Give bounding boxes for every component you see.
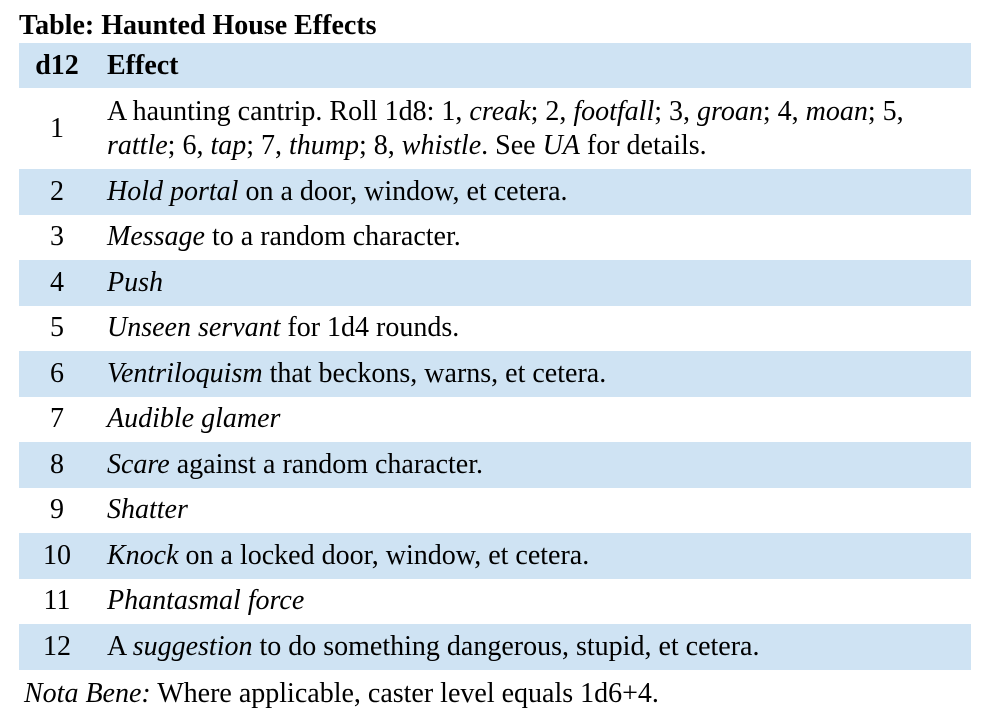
effect-text: against a random character. (169, 448, 484, 480)
table-header-row (19, 43, 971, 88)
effect-spell-name: Message (107, 221, 205, 253)
effect-spell-name: UA (542, 129, 580, 161)
footnote-label: Nota Bene: (24, 678, 151, 709)
effect-spell-name: Audible glamer (107, 403, 281, 435)
table-row (19, 169, 971, 215)
effect-text: ; 3, (654, 95, 698, 127)
effect-text: that beckons, warns, et cetera. (262, 357, 607, 389)
roll-cell: 1 (50, 112, 64, 144)
effects-table (19, 43, 971, 670)
effect-text: ; 5, (867, 95, 904, 127)
effect-text: ; 6, (167, 129, 211, 161)
roll-cell: 4 (50, 266, 64, 298)
effect-text: for 1d4 rounds. (280, 312, 460, 344)
effect-spell-name: Knock (107, 539, 179, 571)
effect-spell-name: footfall (573, 95, 655, 127)
effect-text: for details. (579, 129, 707, 161)
effect-text: ; 8, (359, 129, 402, 161)
effect-cell (95, 351, 971, 397)
table-row (19, 397, 971, 443)
effect-cell (95, 306, 971, 352)
table-row (19, 579, 971, 625)
table-row (19, 488, 971, 534)
effect-spell-name: rattle (107, 129, 168, 161)
roll-cell: 12 (43, 630, 71, 662)
roll-cell: 9 (50, 494, 64, 526)
effect-spell-name: groan (697, 95, 763, 127)
effect-spell-name: Push (107, 266, 163, 298)
effect-cell (95, 624, 971, 670)
footnote-text: Where applicable, caster level equals 1d6+4. (150, 678, 659, 709)
table-row (19, 260, 971, 306)
effect-spell-name: moan (805, 95, 868, 127)
effect-cell (95, 215, 971, 261)
effect-text: A (107, 630, 133, 662)
table-row (19, 306, 971, 352)
effect-text: A haunting cantrip. Roll 1d8: 1, (107, 95, 470, 127)
effect-spell-name: tap (210, 129, 247, 161)
effect-cell (95, 488, 971, 534)
effect-spell-name: creak (469, 95, 531, 127)
effect-spell-name: whistle (401, 129, 482, 161)
effect-text: to a random character. (204, 221, 461, 253)
table-row (19, 215, 971, 261)
roll-cell: 8 (50, 448, 64, 480)
table-title: Table: Haunted House Effects (19, 10, 377, 41)
effect-cell (95, 260, 971, 306)
roll-cell: 5 (50, 312, 64, 344)
effect-spell-name: Ventriloquism (107, 357, 263, 389)
table-row (19, 442, 971, 488)
header-die: d12 (35, 49, 79, 81)
effect-spell-name: Phantasmal force (107, 585, 305, 617)
roll-cell: 10 (43, 539, 71, 571)
roll-cell: 2 (50, 175, 64, 207)
effect-text: on a locked door, window, et cetera. (178, 539, 590, 571)
effect-text: ; 7, (246, 129, 290, 161)
table-body (19, 88, 971, 670)
table-row (19, 351, 971, 397)
table-row (19, 88, 971, 169)
effect-cell (95, 533, 971, 579)
roll-cell: 6 (50, 357, 64, 389)
effect-text: on a door, window, et cetera. (238, 175, 568, 207)
effect-text: . See (481, 129, 543, 161)
effect-cell (95, 397, 971, 443)
effect-cell (95, 442, 971, 488)
effect-cell (95, 579, 971, 625)
effect-spell-name: thump (289, 129, 360, 161)
roll-cell: 3 (50, 221, 64, 253)
effect-spell-name: suggestion (132, 630, 253, 662)
effect-text: ; 2, (530, 95, 574, 127)
table-row (19, 624, 971, 670)
effect-spell-name: Hold portal (107, 175, 239, 207)
footnote (24, 676, 659, 712)
effect-cell (95, 169, 971, 215)
effect-spell-name: Unseen servant (107, 312, 281, 344)
effect-cell (95, 88, 971, 169)
header-effect: Effect (107, 49, 179, 81)
effect-text: ; 4, (762, 95, 806, 127)
effect-text: to do something dangerous, stupid, et cetera. (252, 630, 760, 662)
effect-spell-name: Shatter (107, 494, 188, 526)
roll-cell: 7 (50, 403, 64, 435)
roll-cell: 11 (43, 585, 71, 617)
effect-spell-name: Scare (107, 448, 170, 480)
table-row (19, 533, 971, 579)
